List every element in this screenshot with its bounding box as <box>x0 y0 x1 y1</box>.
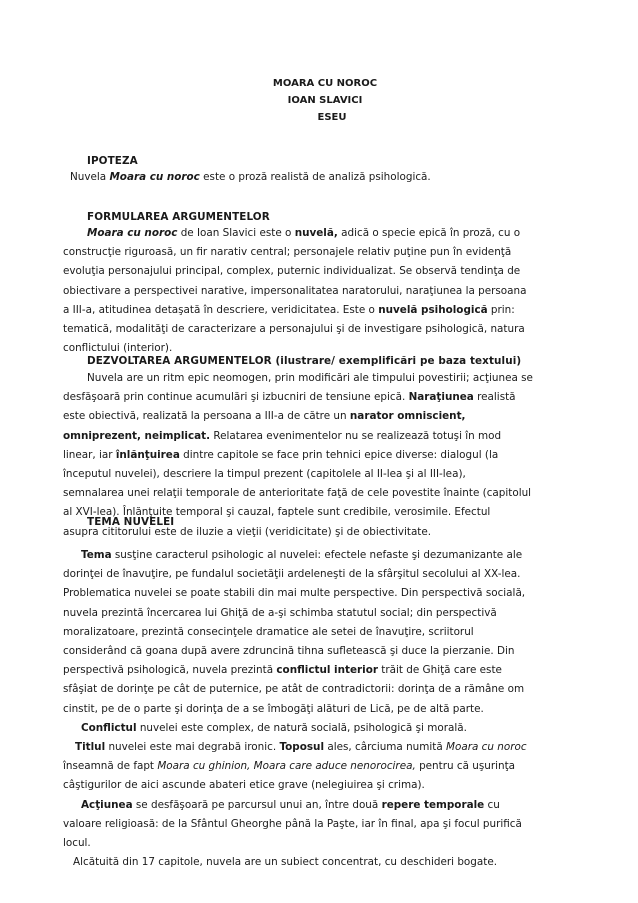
text: este obiectivă, realizată la persoana a III-a de către un <box>63 410 350 423</box>
text-line: evoluţia personajului principal, complex, puternic individualizat. Se observă tendinţa de <box>63 265 521 278</box>
emphasis: Tema <box>81 549 112 561</box>
text-line: al XVI-lea). Înlănţuite temporal şi cauzal, faptele sunt credibile, verosimile. Efectul <box>63 506 491 519</box>
emphasis: înlănţuirea <box>115 448 180 461</box>
text: ales, cârciuma numită <box>324 741 447 754</box>
title-line: MOARA CU NOROC <box>272 78 378 89</box>
emphasis: Naraţiunea <box>408 391 474 404</box>
text: nuvelei este mai degrabă ironic. <box>105 741 280 754</box>
text: adică o specie epică în proză, cu o <box>337 227 521 239</box>
author-line: IOAN SLAVICI <box>287 95 363 106</box>
text: trăit de Ghiţă care este <box>377 664 502 677</box>
text: realistă <box>473 391 516 404</box>
text: înseamnă de fapt <box>63 760 158 773</box>
emphasis: Titlul <box>75 741 106 754</box>
text: linear, iar <box>63 448 116 461</box>
text-line: semnalarea unei relaţii temporale de anterioritate faţă de cele povestite înainte (capitolul <box>63 487 532 500</box>
text-line: obiectivare a perspectivei narative, impersonalitatea naratorului, naraţiunea la persoana <box>63 284 527 297</box>
text: dintre capitole se face prin tehnici epice diverse: dialogul (la <box>179 448 499 461</box>
emphasis: nuvelă, <box>294 227 338 239</box>
emphasis: Moara cu noroc <box>109 171 200 183</box>
text: a III-a, atitudinea detaşată în descriere, veridicitatea. Este o <box>63 303 379 316</box>
emphasis: nuvelă psihologică <box>378 303 488 316</box>
text-line: valoare religioasă: de la Sfântul Gheorghe până la Paşte, iar în final, apa şi focul purifică <box>63 817 522 830</box>
text: desfăşoară prin continue acumulări şi izbucniri de tensiune epică. <box>63 391 409 404</box>
text-line: Nuvela are un ritm epic neomogen, prin modificări ale timpului povestirii; acţiunea se <box>87 372 533 384</box>
text-line: Problematica nuvelei se poate stabili din mai multe perspective. Din perspectivă socială, <box>63 587 526 600</box>
emphasis: conflictul interior <box>276 664 378 677</box>
text: susţine caracterul psihologic al nuvelei: efectele nefaste şi dezumanizante ale <box>111 549 523 561</box>
text: de Ioan Slavici este o <box>177 227 295 239</box>
text: este o proză realistă de analiză psihologică. <box>199 171 431 183</box>
section-heading-tema: TEMA NUVELEI <box>87 516 175 528</box>
text: nuvelei este complex, de natură socială, psihologică şi morală. <box>136 721 467 734</box>
text-line: dorinţei de înavuţire, pe fundalul societăţii ardeleneşti de la sfârşitul secolului al XX-lea. <box>63 568 521 581</box>
text-line: tematică, modalităţi de caracterizare a personajului şi de investigare psihologică, natura <box>63 323 525 336</box>
text-line: cinstit, pe de o parte şi dorinţa de a se îmbogăţi alături de Lică, pe de altă parte. <box>63 702 484 715</box>
text-line: nuvela prezintă încercarea lui Ghiţă de a-şi schimba statutul social; din perspectivă <box>63 606 497 619</box>
text: cu <box>484 798 500 811</box>
text-line: începutul nuvelei), descriere la timpul prezent (capitolele al II-lea şi al III-lea), <box>63 468 466 481</box>
emphasis: Acţiunea <box>81 798 133 811</box>
emphasis: Moara cu ghinion, Moara care aduce nenorocirea, <box>157 760 416 773</box>
text: Relatarea evenimentelor nu se realizează totuşi în mod <box>210 429 502 442</box>
section-heading-dezvoltarea: DEZVOLTAREA ARGUMENTELOR (ilustrare/ exemplificări pe baza textului) <box>87 355 522 367</box>
text: perspectivă psihologică, nuvela prezintă <box>63 664 277 677</box>
text-line: Alcătuită din 17 capitole, nuvela are un subiect concentrat, cu deschideri bogate. <box>73 856 498 869</box>
emphasis: Toposul <box>279 741 325 754</box>
emphasis: narator omniscient, <box>349 410 466 423</box>
text-line: construcţie riguroasă, un fir narativ central; personajele relativ puţine pun în evidenţă <box>63 246 512 259</box>
text: Nuvela <box>70 171 110 183</box>
formularea-paragraph <box>63 224 583 358</box>
ipoteza-paragraph <box>70 168 590 187</box>
emphasis: Moara cu noroc <box>87 227 178 239</box>
text: prin: <box>487 303 515 316</box>
document-title <box>0 75 638 126</box>
emphasis: repere temporale <box>381 798 485 811</box>
section-heading-formularea: FORMULAREA ARGUMENTELOR <box>87 211 270 223</box>
emphasis: Moara cu noroc <box>446 741 527 754</box>
text: pentru că uşurinţa <box>415 760 516 773</box>
text-line: conflictului (interior). <box>63 342 173 355</box>
emphasis: omniprezent, neimplicat. <box>63 429 211 442</box>
section-heading-ipoteza: IPOTEZA <box>87 155 138 167</box>
text-line: sfâşiat de dorinţe pe cât de puternice, pe atât de contradictorii: dorinţa de a rămâne om <box>63 683 525 696</box>
text-line: asupra cititorului este de iluzie a vieţii (veridicitate) şi de obiectivitate. <box>63 525 432 538</box>
tema-paragraph <box>63 546 583 872</box>
genre-line: ESEU <box>317 112 347 123</box>
text-line: câştigurilor de aici ascunde abateri etice grave (nelegiuirea şi crima). <box>63 779 425 792</box>
text-line: considerând că goana după avere zdruncină tihna sufletească şi duce la pierzanie. Din <box>63 645 515 658</box>
text-line: moralizatoare, prezintă consecinţele dramatice ale setei de înavuţire, scriitorul <box>63 625 474 638</box>
text-line: locul. <box>63 837 91 850</box>
text: se desfăşoară pe parcursul unui an, între două <box>132 798 382 811</box>
emphasis: Conflictul <box>81 721 137 734</box>
